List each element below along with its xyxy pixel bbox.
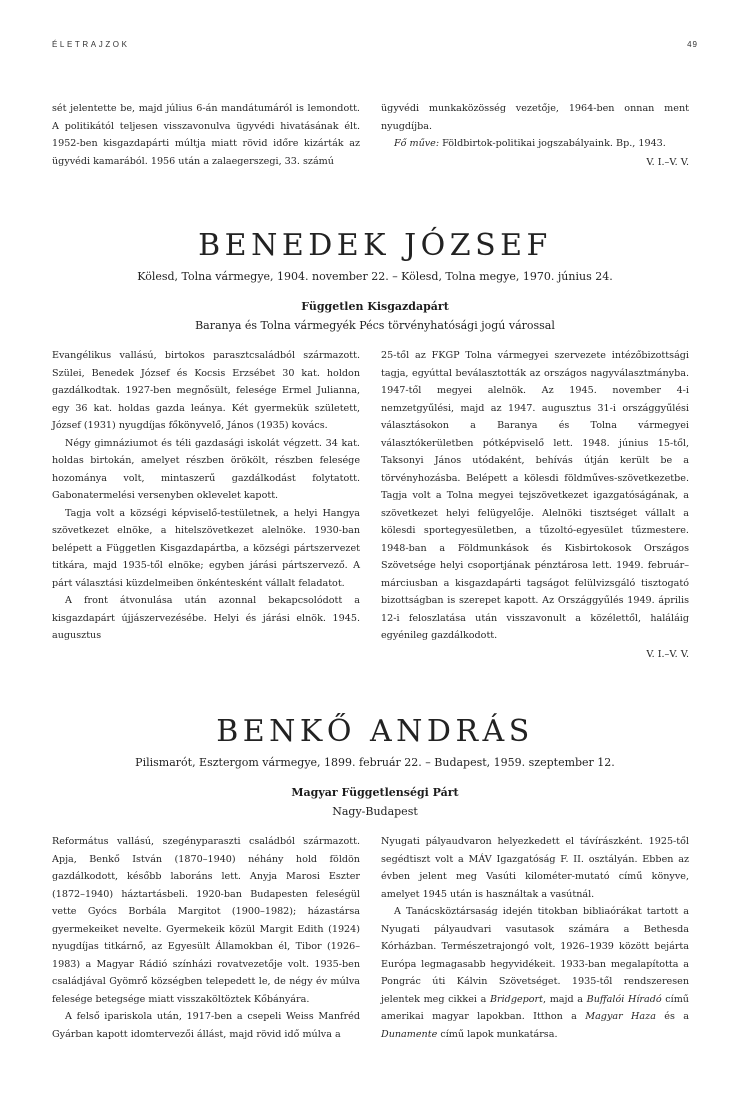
entry-constituency: Baranya és Tolna vármegyék Pécs törvényhatósági jogú várossal — [195, 319, 555, 332]
entry-title: BENKŐ ANDRÁS — [216, 714, 534, 749]
section-title: ÉLETRAJZOK — [52, 40, 130, 49]
text-run: című amerikai magyar lapokban. Itthon a — [381, 993, 689, 1022]
publication-title: Buffalói Híradó — [586, 993, 662, 1005]
entry-left-column — [52, 833, 360, 1043]
main-work-title: Földbirtok-politikai jogszabályaink. Bp., 1943. — [439, 138, 666, 149]
text-run: és a — [655, 1011, 689, 1022]
carryover-left-text: sét jelentette be, majd július 6-án mandátumáról is lemondott. A politikától teljesen visszavonulva ügyvédi hivatásának élt. 1952-ben kisgazdapárti múltja miatt rövid időre kizárták az ügyvédi kamarából. 1956 után a zalaegerszegi, 33. számú — [52, 103, 360, 167]
paragraph: Református vallású, szegényparaszti családból származott. Apja, Benkő István (1870–1940) néhány hold földön gazdálkodott, később laboráns lett. Anyja Marosi Eszter (1872–1940) háztartásbeli. 1920-ban Budapesten feleségül vette Gyócs Borbála Margitot (1900–1982); házastársa gyermekeiket nevelte. Gyermekeik közül Margit Edith (1924) nyugdíjas titkárnő, az Egyesült Államokban él, Tibor (1926–1983) a Magyar Rádió színházi rovatvezetője volt. 1935-ben családjával Gyömrő községben telepedett le, de négy év múlva felesége betegsége miatt visszaköltöztek Kőbányára. — [52, 836, 360, 1005]
publication-title: Magyar Haza — [585, 1011, 656, 1022]
entry-title: BENEDEK JÓZSEF — [198, 228, 552, 263]
carryover-signature: V. I.–V. V. — [646, 156, 689, 168]
text-run: , majd a — [543, 993, 587, 1005]
paragraph: A front átvonulása után azonnal bekapcsolódott a kisgazdapárt újjászervezésébe. Helyi és járási elnök. 1945. augusztus — [52, 595, 360, 641]
carryover-left-column — [52, 100, 360, 170]
entry-signature: V. I.–V. V. — [646, 648, 689, 660]
text-run: című lapok munkatársa. — [437, 1028, 558, 1040]
paragraph: Evangélikus vallású, birtokos parasztcsaládból származott. Szülei, Benedek József és Kocsis Erzsébet 30 kat. holdon gazdálkodtak. 1927-ben megnősült, felesége Ermel Julianna, egy 36 kat. holdas gazda leánya. Két gyermekük született, József (1931) nyugdíjas főkönyvelő, János (1935) kovács. — [52, 350, 360, 431]
paragraph — [381, 903, 689, 1043]
paragraph: Nyugati pályaudvaron helyezkedett el távírászként. 1925-től segédtiszt volt a MÁV Igazgatóság F. II. osztályán. Ebben az évben jelent meg Vasúti kilométer-mutató című könyve, amelyet 1945 után is használtak a vasútnál. — [381, 836, 689, 900]
entry-party: Magyar Függetlenségi Párt — [291, 786, 459, 799]
running-head — [52, 40, 698, 52]
entry-right-column — [381, 347, 689, 663]
entry-constituency: Nagy-Budapest — [332, 805, 418, 818]
page-number: 49 — [687, 40, 698, 49]
text-run: A Tanácsköztársaság idején titokban bibliaórákat tartott a Nyugati pályaudvari vasutasok számára a Bethesda Kórházban. Természetrajongó volt, 1926–1939 között bejárta Európa legmagasabb hegyvidékeit. 1933-ban megalapította a Pongrác úti Kálvin Szövetséget. 1935-től rendszeresen jelentek meg cikkei a — [381, 906, 689, 1005]
paragraph: Négy gimnáziumot és téli gazdasági iskolát végzett. 34 kat. holdas birtokán, amelyet részben örökölt, részben felesége hozománya volt, mintaszerű gazdálkodást folytatott. Gabonatermelési versenyben oklevelet kapott. — [52, 437, 360, 501]
entry-right-column — [381, 833, 689, 1043]
paragraph: Tagja volt a községi képviselő-testületnek, a helyi Hangya szövetkezet elnöke, a hitelszövetkezet alelnöke. 1930-ban belépett a Független Kisgazdapártba, a községi pártszervezet titkára, majd 1935-től elnöke; egyben járási pártszervező. A párt választási küzdelmeiben önkéntesként vállalt feladatot. — [52, 507, 360, 589]
entry-dates: Pilismarót, Esztergom vármegye, 1899. február 22. – Budapest, 1959. szeptember 12. — [135, 756, 615, 769]
paragraph: 25-től az FKGP Tolna vármegyei szervezete intézőbizottsági tagja, egyúttal beválasztották az országos nagyválasztmányba. 1947-től megyei alelnök. Az 1945. november 4-i nemzetgyűlési, majd az 1947. augusztus 31-i országgyűlési választásokon a Baranya és Tolna vármegyei választókerületben pótképviselő lett. 1948. június 15-től, Taksonyi János utódaként, behívás útján került be a törvényhozásba. Belépett a kölesdi földműves-szövetkezetbe. Tagja volt a Tolna megyei tejszövetkezet igazgatóságának, a szövetkezet helyi felügyelője. Alelnöki tisztséget vállalt a kölesdi sportegyesületben, a tűzoltó-egyesület tűzmestere. 1948-ban a Földmunkások és Kisbirtokosok Országos Szövetsége helyi csoportjának pénztárosa lett. 1949. február–márciusban a kisgazdapárti tagságot felülvizsgáló tisztogató bizottságban is szerepet kapott. Az Országgyűlés 1949. április 12-i feloszlatása után visszavonult a közélettől, haláláig egyénileg gazdálkodott. — [381, 350, 689, 641]
main-work — [381, 135, 689, 153]
publication-title: Bridgeport — [489, 993, 543, 1005]
main-work-label: Fő műve: — [394, 138, 440, 149]
carryover-right-column — [381, 100, 689, 171]
entry-party: Független Kisgazdapárt — [301, 300, 449, 313]
entry-left-column — [52, 347, 360, 645]
publication-title: Dunamente — [381, 1028, 438, 1040]
paragraph: A felső ipariskola után, 1917-ben a csepeli Weiss Manfréd Gyárban kapott idomtervezői állást, majd rövid idő múlva a — [52, 1011, 360, 1040]
carryover-right-text: ügyvédi munkaközösség vezetője, 1964-ben onnan ment nyugdíjba. — [381, 103, 689, 132]
entry-dates: Kölesd, Tolna vármegye, 1904. november 22. – Kölesd, Tolna megye, 1970. június 24. — [137, 270, 613, 283]
